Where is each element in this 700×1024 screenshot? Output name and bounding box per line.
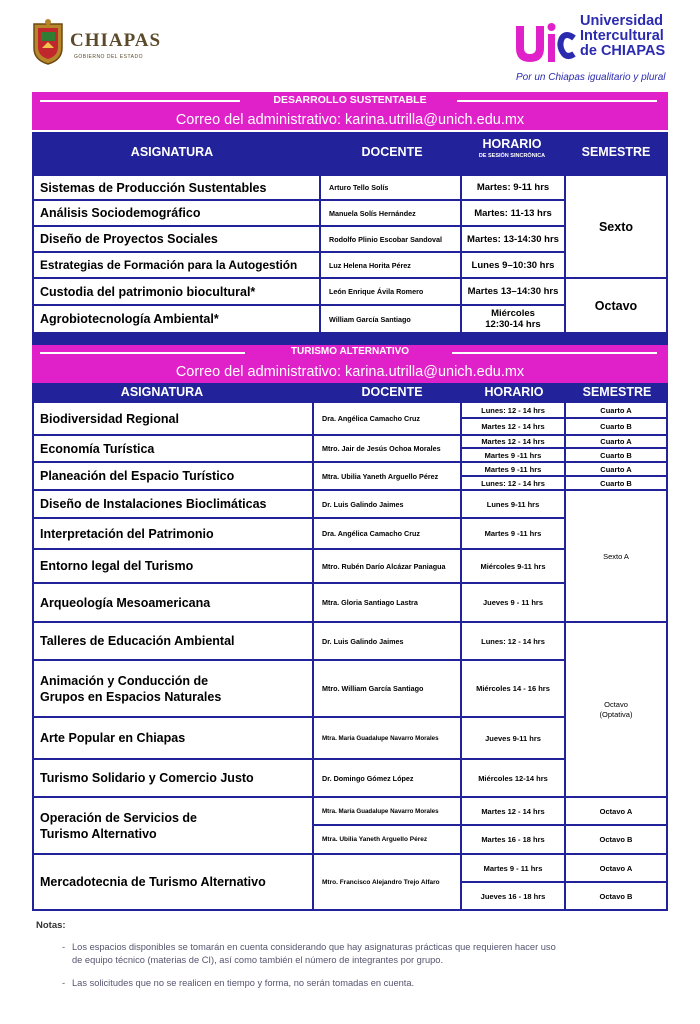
semester-line-1: Octavo (604, 699, 628, 709)
note-line: Las solicitudes que no se realicen en tiempo y forma, no serán tomadas en cuenta. (72, 978, 415, 988)
table-row-subject: Interpretación del Patrimonio (34, 519, 312, 548)
table-row-schedule: Martes 9 -11 hrs (462, 463, 564, 475)
table-row-subject: Diseño de Proyectos Sociales (34, 227, 319, 251)
table-row-subject: Custodia del patrimonio biocultural* (34, 279, 319, 304)
semester-cell: Octavo A (566, 855, 666, 881)
table-header (32, 132, 668, 172)
table-row-teacher: Mtra. María Guadalupe Navarro Morales (314, 798, 460, 824)
notes-title: Notas: (36, 920, 66, 931)
table-row-teacher: Mtro. Francisco Alejandro Trejo Alfaro (314, 855, 460, 909)
header-semestre: SEMESTRE (581, 145, 651, 159)
notes-section (36, 920, 656, 1000)
schedule-line-1: Miércoles (491, 308, 535, 319)
table-row-subject: Agrobiotecnología Ambiental* (34, 306, 319, 332)
table-row-schedule: Lunes: 12 - 14 hrs (462, 623, 564, 659)
table-row-teacher: León Enrique Ávila Romero (321, 279, 460, 304)
semester-cell: Cuarto A (566, 463, 666, 475)
schedule-line-2: 12:30-14 hrs (485, 319, 541, 330)
table-row-subject: Planeación del Espacio Turístico (34, 463, 312, 489)
header-asignatura: ASIGNATURA (130, 145, 214, 159)
semester-cell: Cuarto A (566, 403, 666, 417)
table-row-teacher: Dr. Luis Galindo Jaimes (314, 491, 460, 517)
unich-name (580, 14, 665, 59)
table-row-subject: Turismo Solidario y Comercio Justo (34, 760, 312, 796)
table-row-schedule: Lunes: 12 - 14 hrs (462, 477, 564, 489)
note-line: Los espacios disponibles se tomarán en cuenta considerando que hay asignaturas prácticas que requieren hacer uso (72, 942, 556, 952)
table-row-subject: Arte Popular en Chiapas (34, 718, 312, 758)
table-row-schedule: Lunes 9–10:30 hrs (462, 253, 564, 277)
section-email: Correo del administrativo: karina.utrilla@unich.edu.mx (32, 361, 668, 383)
header-docente: DOCENTE (361, 145, 423, 159)
unich-name-line1: Universidad (580, 13, 663, 29)
table-row-schedule: Martes 9 - 11 hrs (462, 855, 564, 881)
table-row-schedule: Martes 9 -11 hrs (462, 449, 564, 461)
table-row-teacher: Mtra. Gloria Santiago Lastra (314, 584, 460, 621)
semester-cell: Cuarto B (566, 477, 666, 489)
table-row-teacher: Arturo Tello Solís (321, 176, 460, 199)
table-row-teacher: Dra. Angélica Camacho Cruz (314, 519, 460, 548)
table-row-teacher: Rodolfo Plinio Escobar Sandoval (321, 227, 460, 251)
unich-name-line3: de CHIAPAS (580, 43, 666, 59)
table-header (32, 383, 668, 401)
note-item (36, 977, 656, 990)
header-semestre: SEMESTRE (582, 385, 652, 399)
subject-line-2: Turismo Alternativo (40, 826, 157, 841)
chiapas-government-logo (30, 18, 160, 80)
table-row-teacher: Mtro. Jair de Jesús Ochoa Morales (314, 436, 460, 461)
note-dash: - (62, 978, 66, 988)
table-row-subject: Arqueología Mesoamericana (34, 584, 312, 621)
table-row-schedule: Lunes: 12 - 14 hrs (462, 403, 564, 417)
table-row-subject: Entorno legal del Turismo (34, 550, 312, 582)
header-horario: HORARIO (482, 137, 542, 151)
section-title: DESARROLLO SUSTENTABLE (273, 94, 427, 106)
table-row-schedule: Martes 16 - 18 hrs (462, 826, 564, 853)
chiapas-subtitle: GOBIERNO DEL ESTADO (74, 54, 143, 60)
unich-logo (512, 14, 690, 84)
schedule-table-2 (32, 401, 668, 911)
table-row-schedule: Jueves 9-11 hrs (462, 718, 564, 758)
unich-mark-icon (512, 18, 576, 68)
table-row-teacher: Manuela Solís Hernández (321, 201, 460, 225)
subject-line-1: Animación y Conducción de (40, 673, 209, 688)
section-email: Correo del administrativo: karina.utrilla@unich.edu.mx (32, 110, 668, 130)
header-asignatura: ASIGNATURA (120, 385, 204, 399)
table-row-teacher: Dr. Domingo Gómez López (314, 760, 460, 796)
table-row-teacher: Dra. Angélica Camacho Cruz (314, 403, 460, 434)
table-row-subject (34, 661, 312, 716)
table-row-schedule: Jueves 9 - 11 hrs (462, 584, 564, 621)
table-row-subject: Sistemas de Producción Sustentables (34, 176, 319, 199)
subject-line-1: Operación de Servicios de (40, 810, 198, 825)
unich-slogan: Por un Chiapas igualitario y plural (516, 72, 666, 83)
schedule-table-1 (32, 172, 668, 372)
table-row-subject: Economía Turística (34, 436, 312, 461)
table-row-schedule: Martes: 13-14:30 hrs (462, 227, 564, 251)
table-row-subject: Mercadotecnia de Turismo Alternativo (34, 855, 312, 909)
table-row-teacher: Luz Helena Horita Pérez (321, 253, 460, 277)
table-row-subject: Análisis Sociodemográfico (34, 201, 319, 225)
table-row-subject: Diseño de Instalaciones Bioclimáticas (34, 491, 312, 517)
table-row-schedule: Martes 12 - 14 hrs (462, 798, 564, 824)
chiapas-shield-icon (30, 18, 66, 66)
table-row-teacher: Dr. Luis Galindo Jaimes (314, 623, 460, 659)
note-line: de equipo técnico (materias de CI), así como también el número de integrantes por grupo. (72, 955, 444, 965)
table-row-teacher: Mtra. Ubilia Yaneth Arguello Pérez (314, 826, 460, 853)
section-title: TURISMO ALTERNATIVO (290, 346, 410, 357)
table-row-schedule: Martes 9 -11 hrs (462, 519, 564, 548)
table-row-schedule (462, 306, 564, 332)
unich-name-line2: Intercultural (580, 28, 664, 44)
semester-cell-sexto-a: Sexto A (566, 491, 666, 621)
subject-line-2: Grupos en Espacios Naturales (40, 689, 222, 704)
semester-cell: Octavo B (566, 826, 666, 853)
table-row-subject: Estrategias de Formación para la Autogestión (34, 253, 319, 277)
table-row-schedule: Martes 12 - 14 hrs (462, 419, 564, 434)
section-turismo-alternativo (32, 345, 668, 911)
section-title-bar (32, 92, 668, 110)
header-horario: HORARIO (484, 385, 544, 399)
table-row-teacher: Mtra. María Guadalupe Navarro Morales (314, 718, 460, 758)
table-row-schedule: Jueves 16 - 18 hrs (462, 883, 564, 909)
table-row-teacher: Mtro. William García Santiago (314, 661, 460, 716)
table-row-teacher: Mtro. Rubén Darío Alcázar Paniagua (314, 550, 460, 582)
semester-cell: Cuarto A (566, 436, 666, 447)
semester-line-2: (Optativa) (599, 709, 633, 719)
note-item (36, 941, 656, 967)
table-row-schedule: Miércoles 14 - 16 hrs (462, 661, 564, 716)
header-docente: DOCENTE (361, 385, 423, 399)
table-row-schedule: Martes 12 - 14 hrs (462, 436, 564, 447)
semester-cell-octavo: Octavo (566, 279, 666, 332)
table-row-schedule: Miércoles 12-14 hrs (462, 760, 564, 796)
table-row-schedule: Martes: 9-11 hrs (462, 176, 564, 199)
table-row-teacher: William García Santiago (321, 306, 460, 332)
table-row-teacher: Mtra. Ubilia Yaneth Arguello Pérez (314, 463, 460, 489)
semester-cell-octavo-optativa (566, 623, 666, 796)
table-row-subject (34, 798, 312, 853)
table-row-subject: Biodiversidad Regional (34, 403, 312, 434)
chiapas-name: CHIAPAS (70, 30, 162, 51)
table-row-schedule: Martes 13–14:30 hrs (462, 279, 564, 304)
semester-cell: Octavo B (566, 883, 666, 909)
section-title-bar (32, 345, 668, 361)
table-row-schedule: Miércoles 9-11 hrs (462, 550, 564, 582)
note-dash: - (62, 942, 66, 952)
header-horario-sub: DE SESIÓN SINCRÓNICA (478, 153, 546, 159)
semester-cell: Cuarto B (566, 419, 666, 434)
semester-cell-sexto: Sexto (566, 176, 666, 277)
semester-cell: Cuarto B (566, 449, 666, 461)
table-row-schedule: Lunes 9-11 hrs (462, 491, 564, 517)
table-row-subject: Talleres de Educación Ambiental (34, 623, 312, 659)
semester-cell: Octavo A (566, 798, 666, 824)
section-desarrollo-sustentable (32, 92, 668, 372)
table-row-schedule: Martes: 11-13 hrs (462, 201, 564, 225)
